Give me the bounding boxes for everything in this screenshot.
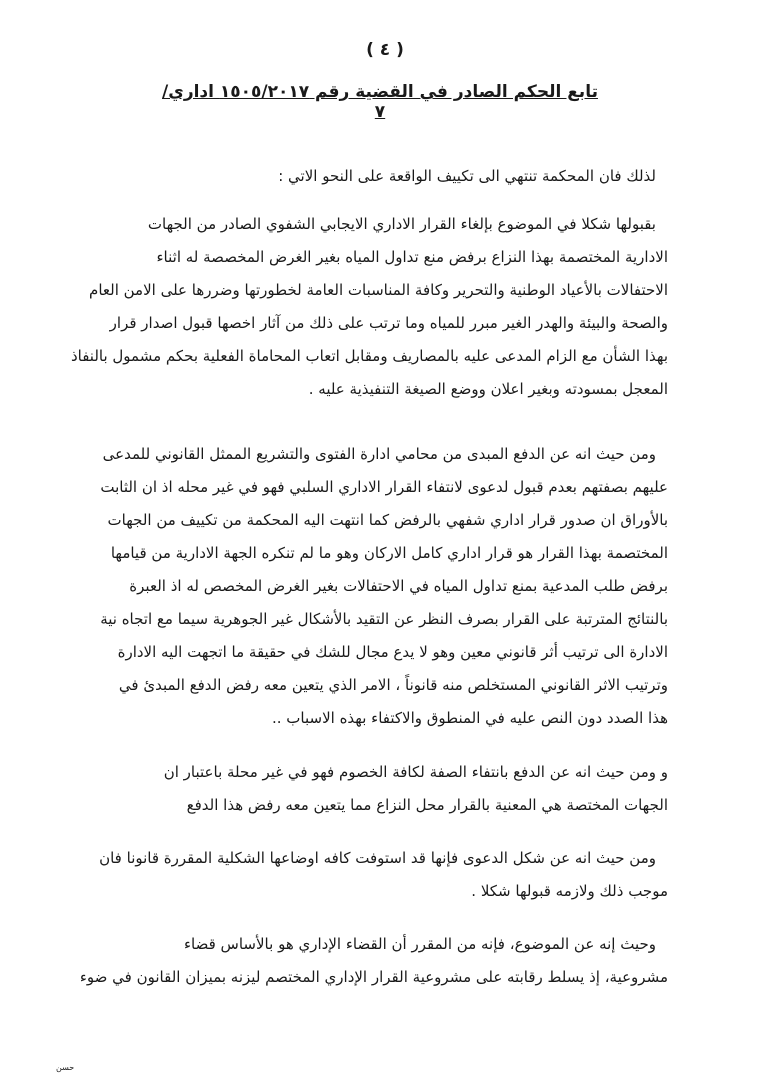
text-line: ومن حيث انه عن الدفع المبدى من محامي ادارة الفتوى والتشريع الممثل القانوني للمدعى (102, 445, 656, 463)
text-line: الجهات المختصة هي المعنية بالقرار محل النزاع مما يتعين معه رفض هذا الدفع (186, 796, 668, 814)
text-line: وترتيب الاثر القانوني المستخلص منه قانوناً ، الامر الذي يتعين معه رفض الدفع المبدئ في (118, 676, 668, 694)
paragraph-intro (64, 160, 668, 193)
paragraph-form (64, 842, 668, 908)
text-line: ومن حيث انه عن شكل الدعوى فإنها قد استوفت كافه اوضاعها الشكلية المقررة قانونا فان (99, 849, 656, 867)
page-number: ( ٤ ) (366, 40, 404, 60)
text-line: بقبولها شكلا في الموضوع بإلغاء القرار الاداري الايجابي الشفوي الصادر من الجهات (147, 215, 656, 233)
text-line: بالأوراق ان صدور قرار اداري شفهي بالرفض كما انتهت اليه المحكمة من تكييف من الجهات (107, 511, 668, 529)
text-line: برفض طلب المدعية بمنع تداول المياه في الاحتفالات بغير الغرض المخصص له اذ العبرة (129, 577, 668, 595)
text-line: عليهم بصفتهم بعدم قبول لدعوى لانتفاء القرار الاداري السلبي فهو في غير محله اذ ان الثابت (100, 478, 668, 496)
paragraph-merits (64, 928, 668, 994)
text-line: والصحة والبيئة والهدر الغير مبرر للمياه وما ترتب على ذلك من آثار اخصها قبول اصدار قرار (109, 314, 668, 332)
text-line: بالنتائج المترتبة على القرار بصرف النظر عن التقيد بالأشكال غير الجوهرية سيما مع اتجاه نية (100, 610, 668, 628)
text-line: هذا الصدد دون النص عليه في المنطوق والاكتفاء بهذه الاسباب .. (271, 709, 668, 727)
paragraph-first-defense (64, 438, 668, 735)
text-line: و ومن حيث انه عن الدفع بانتفاء الصفة لكافة الخصوم فهو في غير محلة باعتبار ان (163, 763, 668, 781)
text-line: الاحتفالات بالأعياد الوطنية والتحرير وكافة المناسبات العامة لخطورتها وضررها على الامن العام (89, 281, 668, 299)
text-line: الادارية المختصمة بهذا النزاع برفض منع تداول المياه بغير الغرض المخصصة له اثناء (156, 248, 668, 266)
text-line: بهذا الشأن مع الزام المدعى عليه بالمصاريف ومقابل اتعاب المحاماة الفعلية بحكم مشمول بالنفاذ (70, 347, 668, 365)
text-line: المختصمة بهذا القرار هو قرار اداري كامل الاركان وهو ما لم تنكره الجهة الادارية من قيامها (110, 544, 668, 562)
text-line: لذلك فان المحكمة تنتهي الى تكييف الواقعة على النحو الاتي : (278, 167, 656, 185)
paragraph-claims (64, 208, 668, 406)
text-line: الادارة الى ترتيب أثر قانوني معين وهو لا يدع مجال للشك في حقيقة ما اتجهت اليه الادارة (117, 643, 668, 661)
text-line: المعجل بمسودته وبغير اعلان ووضع الصيغة التنفيذية عليه . (308, 380, 668, 398)
judgment-title: تابع الحكم الصادر في القضية رقم ١٥٠٥/٢٠١٧ اداري/٧ (162, 82, 598, 122)
text-line: وحيث إنه عن الموضوع، فإنه من المقرر أن القضاء الإداري هو بالأساس قضاء (183, 935, 656, 953)
text-line: موجب ذلك ولازمه قبولها شكلا . (471, 882, 668, 900)
paragraph-standing-defense (64, 756, 668, 822)
text-line: مشروعية، إذ يسلط رقابته على مشروعية القرار الإداري المختصم ليزنه بميزان القانون في ضوء (79, 968, 668, 986)
signature-initials: حسن (56, 1063, 75, 1072)
